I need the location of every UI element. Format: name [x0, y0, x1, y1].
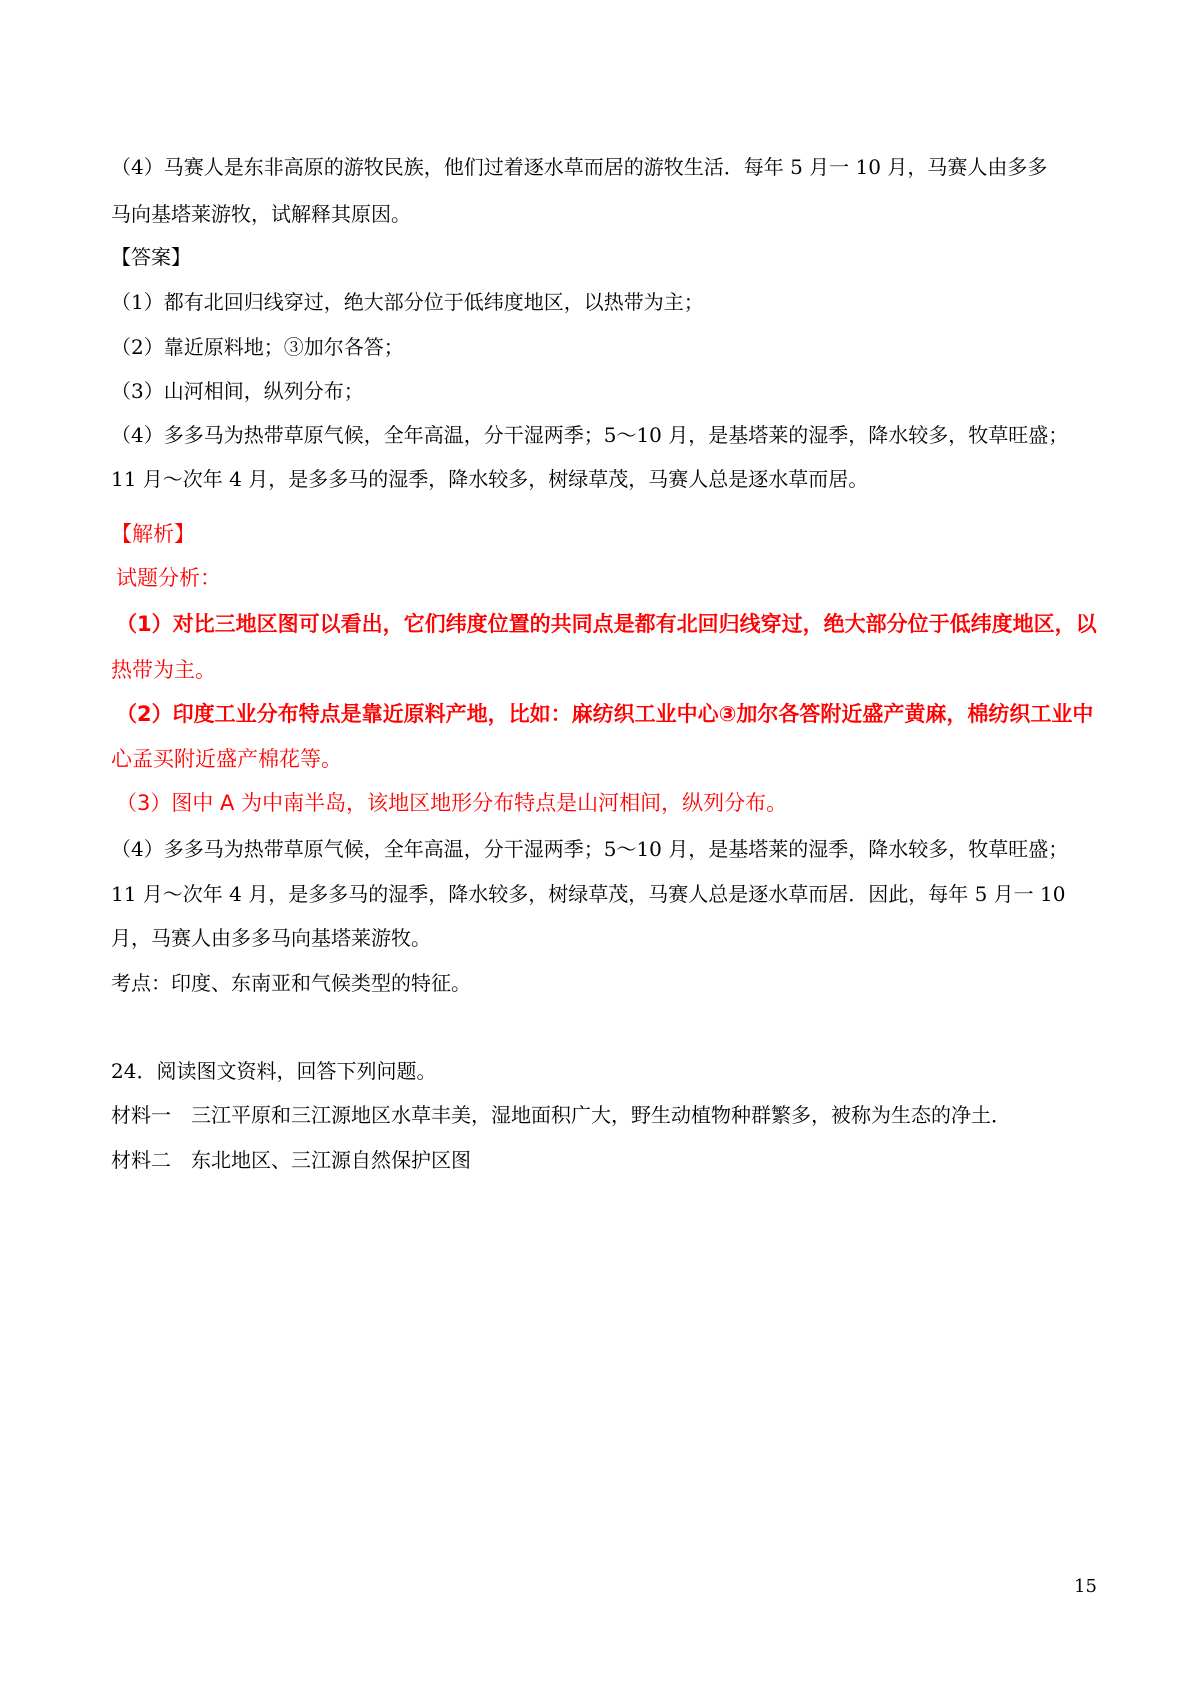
answer-item-3: （3）山河相间，纵列分布；: [111, 379, 364, 403]
answer-item-1: （1）都有北回归线穿过，绝大部分位于低纬度地区，以热带为主；: [111, 290, 704, 314]
analysis-heading: 【解析】: [111, 522, 195, 546]
question24-material2: 材料二 东北地区、三江源自然保护区图: [111, 1148, 471, 1172]
question24-title: 24．阅读图文资料，回答下列问题。: [111, 1059, 437, 1083]
analysis-p2-line2: 心孟买附近盛产棉花等。: [111, 747, 342, 771]
question4-line1: （4）马赛人是东非高原的游牧民族，他们过着逐水草而居的游牧生活．每年 5 月一 10 月，马赛人由多多: [111, 155, 1048, 179]
analysis-p2-line1: （2）印度工业分布特点是靠近原料产地，比如：麻纺织工业中心③加尔各答附近盛产黄麻，棉纺织工业中: [116, 702, 1094, 726]
analysis-subheading: 试题分析：: [116, 566, 221, 590]
question4-line2: 马向基塔莱游牧，试解释其原因。: [111, 202, 411, 226]
answer-item-2: （2）靠近原料地；③加尔各答；: [111, 335, 404, 359]
analysis-p4-line1: （4）多多马为热带草原气候，全年高温，分干湿两季；5～10 月，是基塔莱的湿季，降水较多，牧草旺盛；: [111, 837, 1069, 861]
analysis-p1-line1: （1）对比三地区图可以看出，它们纬度位置的共同点是都有北回归线穿过，绝大部分位于低纬度地区，以: [116, 612, 1097, 636]
analysis-p3: （3）图中 A 为中南半岛，该地区地形分布特点是山河相间，纵列分布。: [116, 791, 788, 815]
analysis-p1-line2: 热带为主。: [111, 658, 216, 682]
answer-item-5: 11 月～次年 4 月，是多多马的湿季，降水较多，树绿草茂，马赛人总是逐水草而居。: [111, 467, 869, 491]
answer-heading: 【答案】: [111, 245, 191, 269]
analysis-p4-line3: 月，马赛人由多多马向基塔莱游牧。: [111, 926, 431, 950]
question24-material1: 材料一 三江平原和三江源地区水草丰美，湿地面积广大，野生动植物种群繁多，被称为生态的净土．: [111, 1103, 1011, 1127]
analysis-kaodian: 考点：印度、东南亚和气候类型的特征。: [111, 971, 471, 995]
page-number: 15: [1074, 1576, 1097, 1597]
answer-item-4: （4）多多马为热带草原气候，全年高温，分干湿两季；5～10 月，是基塔莱的湿季，降水较多，牧草旺盛；: [111, 423, 1069, 447]
analysis-p4-line2: 11 月～次年 4 月，是多多马的湿季，降水较多，树绿草茂，马赛人总是逐水草而居．因此，每年 5 月一 10: [111, 882, 1066, 906]
